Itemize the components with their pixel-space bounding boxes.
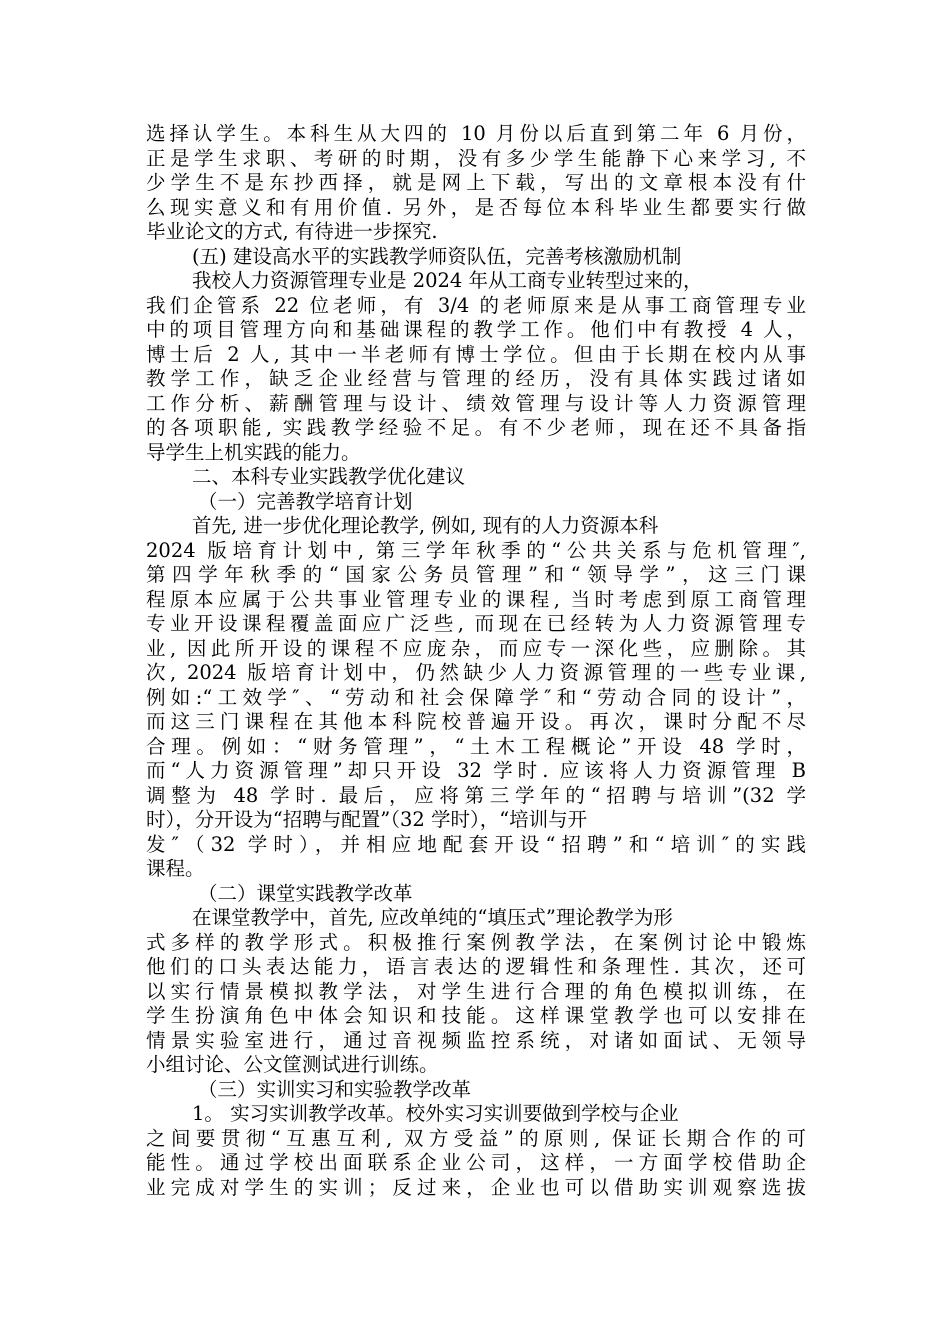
text-line: 情景实验室进行，通过音视频监控系统，对诸如面试、无领导	[146, 1028, 806, 1052]
text-line: （二）课堂实践教学改革	[198, 881, 413, 905]
text-line: 在课堂教学中，首先, 应改单纯的“填压式”理论教学为形	[192, 906, 673, 929]
text-line: 能性。通过学校出面联系企业公司，这样，一方面学校借助企	[146, 1151, 806, 1174]
text-line: 他们的口头表达能力，语言表达的逻辑性和条理性. 其次，还可	[146, 955, 806, 978]
text-line: 业完成对学生的实训；反过来，企业也可以借助实训观察选拔	[146, 1175, 806, 1199]
text-line: 第四学年秋季的“国家公务员管理”和“领导学”，这三门课	[146, 563, 806, 586]
text-line: 导学生上机实践的能力。	[146, 440, 361, 464]
text-line: （一）完善教学培育计划	[198, 489, 413, 513]
text-line: 1。 实习实训教学改革。校外实习实训要做到学校与企业	[192, 1102, 679, 1125]
text-line: 时），分开设为“招聘与配置”（32 学时），“培训与开	[146, 808, 588, 831]
text-line: 次, 2024 版培育计划中，仍然缺少人力资源管理的一些专业课,	[146, 661, 806, 684]
text-line: 以实行情景模拟教学法，对学生进行合理的角色模拟训练，在	[146, 979, 806, 1003]
text-line: 程原本应属于公共事业管理专业的课程, 当时考虑到原工商管理	[146, 587, 806, 611]
text-line: （三）实训实习和实验教学改革	[198, 1077, 472, 1101]
text-line: 2024 版培育计划中, 第三学年秋季的“公共关系与危机管理″,	[146, 538, 806, 562]
text-line: 式多样的教学形式。积极推行案例教学法，在案例讨论中锻炼	[146, 930, 806, 954]
text-line: 么现实意义和有用价值. 另外，是否每位本科毕业生都要实行做	[146, 195, 806, 219]
text-line: 课程。	[146, 857, 205, 880]
text-line: 正是学生求职、考研的时期，没有多少学生能静下心来学习, 不	[146, 146, 806, 170]
text-line: 教学工作，缺乏企业经营与管理的经历，没有具体实践过诸如	[146, 367, 806, 390]
text-line: 我们企管系 22 位老师，有 3/4 的老师原来是从事工商管理专业	[146, 293, 806, 317]
text-line: 工作分析、薪酬管理与设计、绩效管理与设计等人力资源管理	[146, 391, 806, 415]
text-line: 的各项职能, 实践教学经验不足。有不少老师，现在还不具备指	[146, 416, 806, 439]
text-line: 专业开设课程覆盖面应广泛些, 而现在已经转为人力资源管理专	[146, 612, 806, 635]
text-line: 而这三门课程在其他本科院校普遍开设。再次，课时分配不尽	[146, 710, 806, 733]
text-line: 中的项目管理方向和基础课程的教学工作。他们中有教授 4 人，	[146, 318, 806, 341]
text-line: 选择认学生。本科生从大四的 10 月份以后直到第二年 6 月份，	[146, 122, 806, 145]
text-line: 学生扮演角色中体会知识和技能。这样课堂教学也可以安排在	[146, 1004, 806, 1027]
text-line: 毕业论文的方式, 有待进一步探究.	[146, 220, 438, 243]
text-line: 小组讨论、公文筐测试进行训练。	[146, 1053, 439, 1076]
text-line: 调整为 48 学时. 最后，应将第三学年的“招聘与培训”(32 学	[146, 783, 806, 807]
text-line: 博士后 2 人, 其中一半老师有博士学位。但由于长期在校内从事	[146, 342, 806, 366]
text-line: 合理。例如：“财务管理”，“土木工程概论”开设 48 学时，	[146, 734, 806, 758]
text-line: (五) 建设高水平的实践教学师资队伍，完善考核激励机制	[192, 244, 682, 268]
text-line: 二、本科专业实践教学优化建议	[192, 465, 466, 488]
text-line: 首先, 进一步优化理论教学, 例如, 现有的人力资源本科	[192, 514, 659, 537]
text-line: 少学生不是东抄西择，就是网上下载，写出的文章根本没有什	[146, 171, 806, 194]
text-line: 我校人力资源管理专业是 2024 年从工商专业转型过来的，	[192, 269, 703, 292]
text-line: 业, 因此所开设的课程不应庞杂，而应专一深化些，应删除。其	[146, 636, 806, 660]
text-line: 而“人力资源管理”却只开设 32 学时. 应该将人力资源管理 B	[146, 759, 806, 782]
document-body-text	[146, 122, 806, 1200]
text-line: 之间要贯彻“互惠互利, 双方受益”的原则, 保证长期合作的可	[146, 1126, 806, 1150]
text-line: 发″（32 学时），并相应地配套开设“招聘”和“培训″的实践	[146, 832, 806, 856]
text-line: 例如:“工效学″、“劳动和社会保障学″和“劳动合同的设计”，	[146, 685, 806, 709]
